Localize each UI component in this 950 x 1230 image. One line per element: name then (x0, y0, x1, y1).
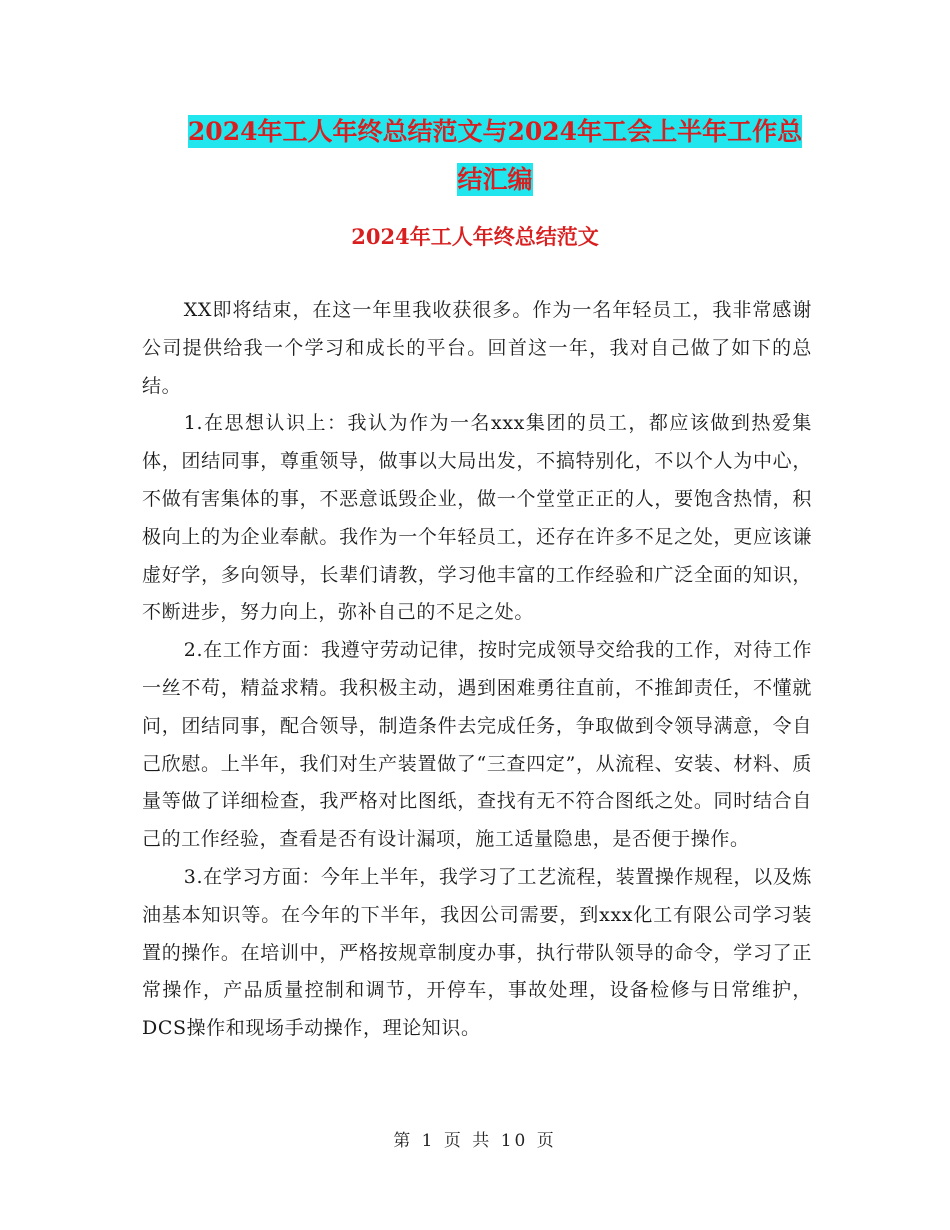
paragraph-thinking: 1.在思想认识上：我认为作为一名xxx集团的员工，都应该做到热爱集体，团结同事，尊重领导，做事以大局出发，不搞特别化，不以个人为中心，不做有害集体的事，不恶意诋毁企业，做一个堂堂正正的人，要饱含热情，积极向上的为企业奉献。我作为一个年轻员工，还存在许多不足之处，更应该谦虚好学，多向领导，长辈们请教，学习他丰富的工作经验和广泛全面的知识，不断进步，努力向上，弥补自己的不足之处。 (142, 412, 812, 624)
section-title: 2024年工人年终总结范文 (351, 224, 599, 249)
page-footer: 第 1 页 共 10 页 (393, 1131, 557, 1151)
body-text (142, 292, 812, 1048)
paragraph-study: 3.在学习方面：今年上半年，我学习了工艺流程，装置操作规程，以及炼油基本知识等。在今年的下半年，我因公司需要，到xxx化工有限公司学习装置的操作。在培训中，严格按规章制度办事，执行带队领导的命令，学习了正常操作，产品质量控制和调节，开停车，事故处理，设备检修与日常维护，DCS操作和现场手动操作，理论知识。 (142, 865, 812, 1040)
document-title-line1: 2024年工人年终总结范文与2024年工会上半年工作总 (187, 117, 803, 146)
document-title-line2: 结汇编 (457, 165, 533, 194)
paragraph-intro: XX即将结束，在这一年里我收获很多。作为一名年轻员工，我非常感谢公司提供给我一个学习和成长的平台。回首这一年，我对自己做了如下的总结。 (142, 299, 812, 397)
document-title (150, 108, 840, 204)
paragraph-work: 2.在工作方面：我遵守劳动记律，按时完成领导交给我的工作，对待工作一丝不苟，精益求精。我积极主动，遇到困难勇往直前，不推卸责任，不懂就问，团结同事，配合领导，制造条件去完成任务，争取做到令领导满意，令自己欣慰。上半年，我们对生产装置做了“三查四定”，从流程、安装、材料、质量等做了详细检查，我严格对比图纸，查找有无不符合图纸之处。同时结合自己的工作经验，查看是否有设计漏项，施工适量隐患，是否便于操作。 (142, 639, 812, 851)
